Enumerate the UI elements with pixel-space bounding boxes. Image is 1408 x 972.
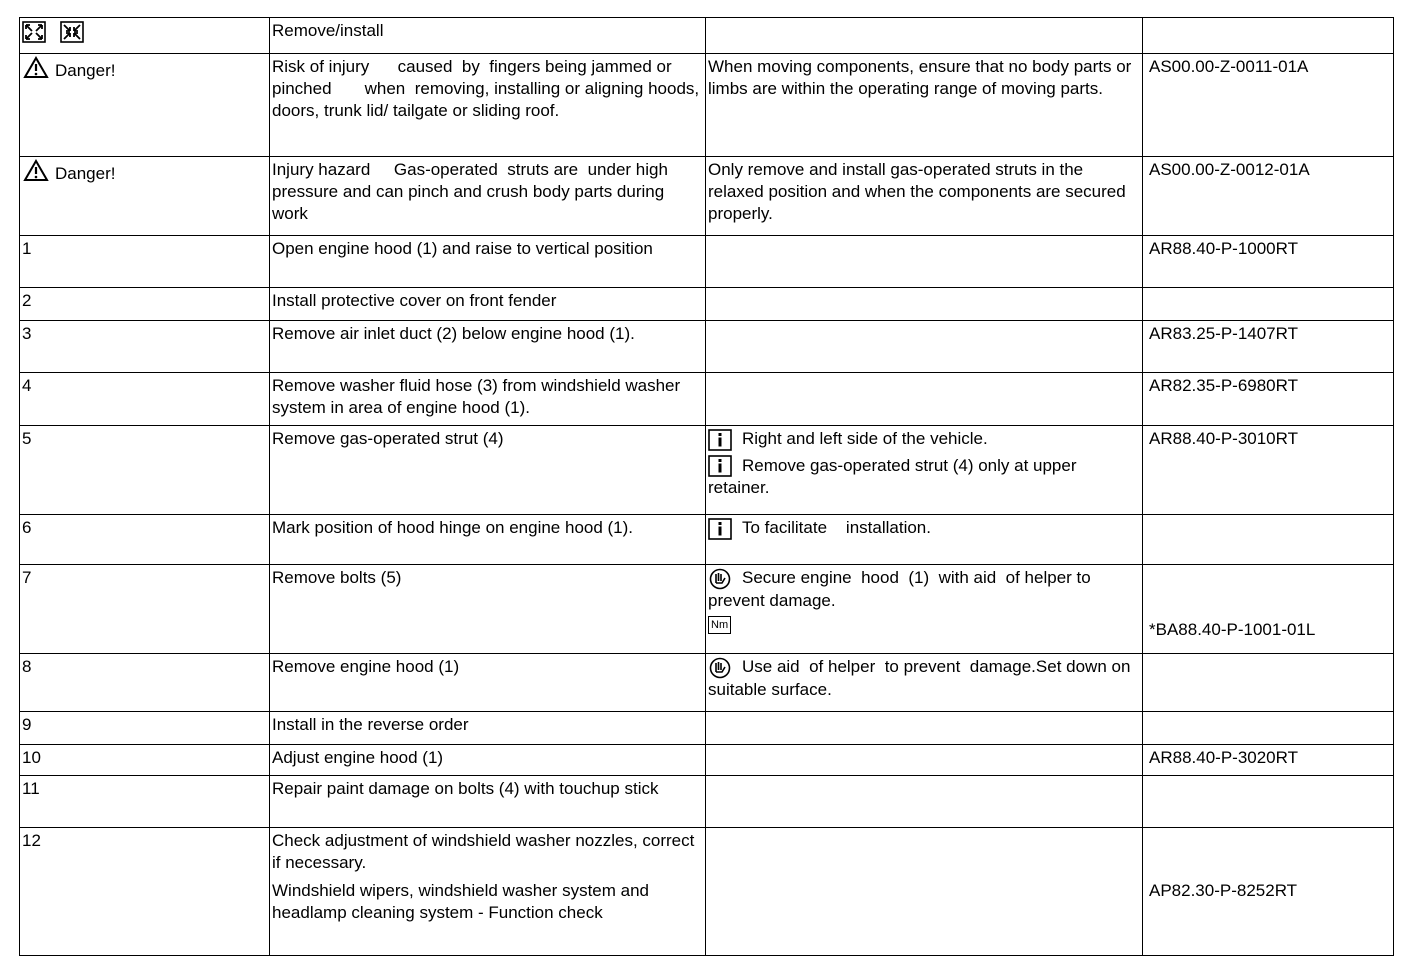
step-text: Remove bolts (5) [272, 568, 402, 587]
header-empty-cell [706, 18, 1143, 54]
step-row [20, 565, 1394, 654]
step-row [20, 373, 1394, 426]
note-text: Remove gas-operated strut (4) only at upper retainer. [708, 455, 1077, 498]
step-number: 9 [22, 715, 32, 734]
document-reference-link[interactable]: AR82.35-P-6980RT [1149, 376, 1298, 395]
step-number: 11 [22, 779, 40, 798]
danger-measure-text: When moving components, ensure that no body parts or limbs are within the operating range of moving parts. [708, 57, 1132, 98]
step-row [20, 712, 1394, 745]
danger-label: Danger! [55, 60, 116, 80]
warning-triangle-icon [23, 56, 49, 85]
info-icon [708, 429, 732, 451]
header-title-cell [270, 18, 706, 54]
danger-risk-text: Risk of injury caused by fingers being jammed or pinched when removing, installing or aligning hoods, doors, trunk lid/ tailgate or sliding roof. [272, 57, 704, 120]
note-text: To facilitate installation. [742, 518, 931, 537]
header-empty-cell [1143, 18, 1394, 54]
caution-hand-icon [708, 657, 732, 679]
step-number: 12 [22, 831, 41, 850]
danger-row [20, 157, 1394, 236]
document-reference-link[interactable]: AR88.40-P-3020RT [1149, 748, 1298, 767]
note-text: Secure engine hood (1) with aid of helper to prevent damage. [708, 568, 1096, 610]
warning-triangle-icon [23, 159, 49, 188]
note-line [708, 517, 1141, 540]
step-text: Remove washer fluid hose (3) from windshield washer system in area of engine hood (1). [272, 376, 681, 417]
document-reference-link[interactable]: AR88.40-P-3010RT [1149, 429, 1298, 448]
document-reference-link[interactable]: AS00.00-Z-0011-01A [1149, 57, 1309, 76]
step-row [20, 288, 1394, 321]
note-line [708, 567, 1141, 612]
step-text: Remove air inlet duct (2) below engine hood (1). [272, 324, 635, 343]
step-number: 10 [22, 748, 41, 767]
document-reference-link[interactable]: AP82.30-P-8252RT [1149, 880, 1298, 900]
procedure-table [19, 17, 1394, 956]
danger-risk-text: Injury hazard Gas-operated struts are under high pressure and can pinch and crush body parts during work [272, 160, 673, 223]
step-number: 7 [22, 568, 32, 587]
danger-row [20, 54, 1394, 157]
collapse-icon[interactable] [60, 21, 84, 49]
step-row [20, 426, 1394, 515]
step-row [20, 776, 1394, 828]
document-reference-link[interactable]: AS00.00-Z-0012-01A [1149, 160, 1310, 179]
step-text: Open engine hood (1) and raise to vertical position [272, 239, 653, 258]
step-text: Remove engine hood (1) [272, 657, 460, 676]
header-icons-cell [20, 18, 270, 54]
step-number: 4 [22, 376, 32, 395]
danger-label: Danger! [55, 163, 116, 183]
step-row [20, 828, 1394, 956]
step-text: Install in the reverse order [272, 715, 469, 734]
note-text: Right and left side of the vehicle. [742, 429, 988, 448]
document-reference-link[interactable]: AR88.40-P-1000RT [1149, 239, 1298, 258]
note-line [708, 428, 1141, 451]
step-number: 1 [22, 239, 32, 258]
procedure-title: Remove/install [272, 21, 384, 40]
step-subtext: Windshield wipers, windshield washer system and headlamp cleaning system - Function check [272, 881, 649, 922]
step-number: 5 [22, 429, 32, 448]
torque-nm-icon[interactable]: Nm [708, 616, 731, 634]
step-text: Install protective cover on front fender [272, 291, 557, 310]
step-row [20, 745, 1394, 776]
note-line [708, 656, 1141, 701]
step-text: Mark position of hood hinge on engine hood (1). [272, 518, 634, 537]
header-row [20, 18, 1394, 54]
step-row [20, 236, 1394, 288]
step-text: Check adjustment of windshield washer nozzles, correct if necessary. [272, 831, 695, 872]
info-icon [708, 455, 732, 477]
step-number: 6 [22, 518, 32, 537]
step-number: 3 [22, 324, 32, 343]
danger-measure-text: Only remove and install gas-operated struts in the relaxed position and when the components are secured properly. [708, 160, 1126, 223]
note-text: Use aid of helper to prevent damage.Set down on suitable surface. [708, 657, 1136, 699]
info-icon [708, 518, 732, 540]
step-row [20, 515, 1394, 565]
expand-icon[interactable] [22, 21, 46, 49]
step-number: 2 [22, 291, 32, 310]
step-row [20, 321, 1394, 373]
step-text: Remove gas-operated strut (4) [272, 429, 504, 448]
step-text: Repair paint damage on bolts (4) with touchup stick [272, 779, 659, 798]
step-row [20, 654, 1394, 712]
step-text: Adjust engine hood (1) [272, 748, 444, 767]
torque-reference-link[interactable]: *BA88.40-P-1001-01L [1149, 620, 1316, 639]
caution-hand-icon [708, 568, 732, 590]
step-number: 8 [22, 657, 32, 676]
note-line [708, 455, 1141, 500]
document-reference-link[interactable]: AR83.25-P-1407RT [1149, 324, 1298, 343]
